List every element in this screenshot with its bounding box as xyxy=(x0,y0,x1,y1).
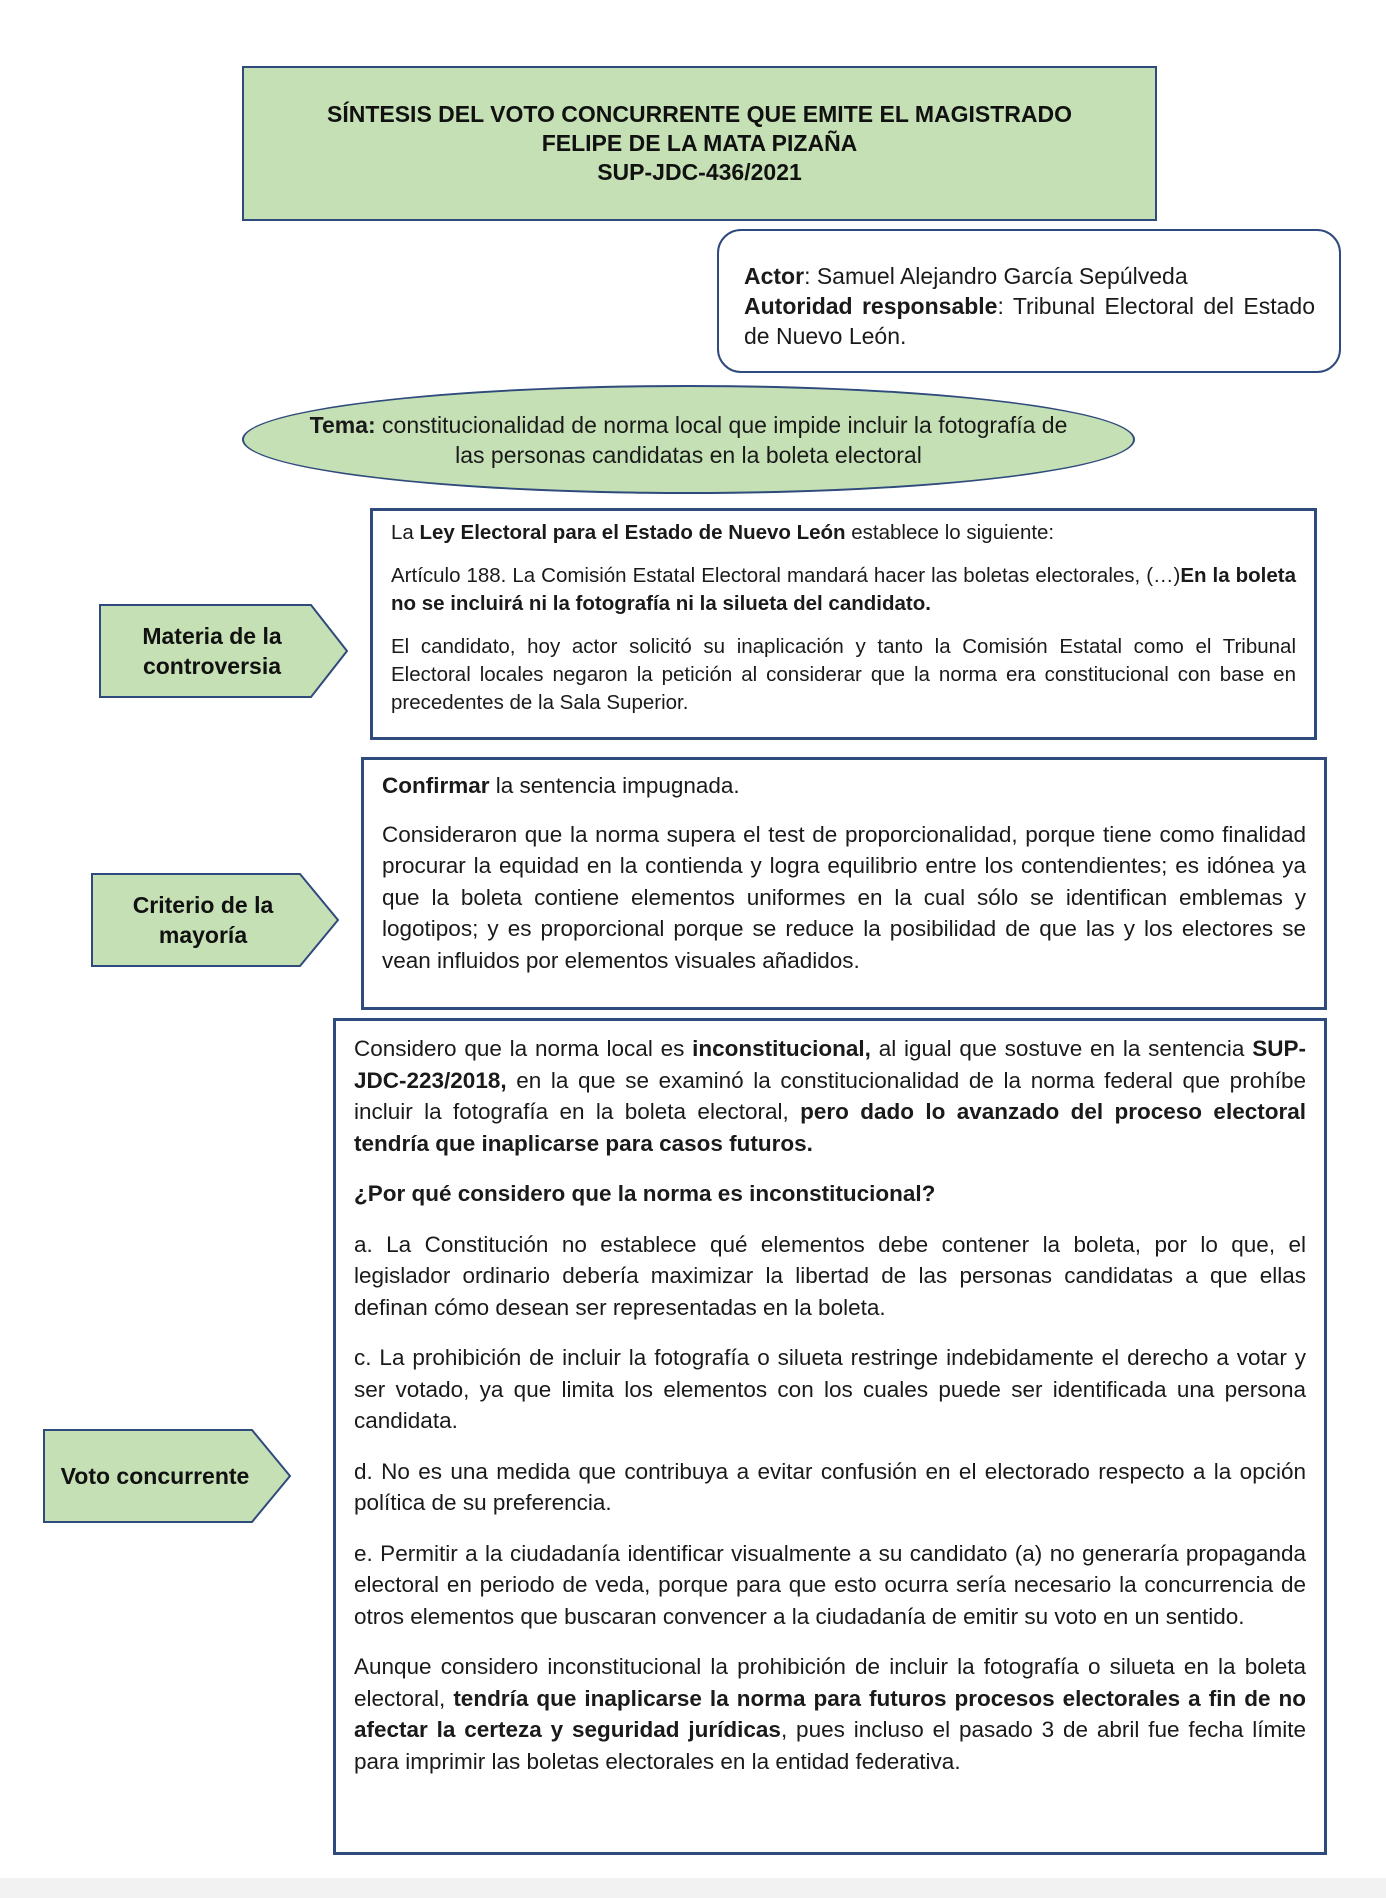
criterio-paragraph-1: Confirmar la sentencia impugnada. xyxy=(382,773,740,798)
label-materia-controversia xyxy=(99,604,349,698)
title-line-2: FELIPE DE LA MATA PIZAÑA xyxy=(541,130,858,156)
label-voto-concurrente xyxy=(43,1429,292,1523)
materia-content-box xyxy=(370,508,1317,740)
voto-item-a: a. La Constitución no establece qué elementos debe contener la boleta, por lo que, el legislador ordinario debería maximizar la libertad de las personas candidatas a que ellas definan cómo desean ser representadas en la boleta. xyxy=(354,1231,1306,1320)
tema-ellipse xyxy=(242,385,1135,494)
label-voto-text: Voto concurrente xyxy=(60,1463,250,1489)
title-line-3: SUP-JDC-436/2021 xyxy=(597,159,802,185)
voto-item-d: d. No es una medida que contribuya a evitar confusión en el electorado respecto a la opción política de su preferencia. xyxy=(354,1458,1306,1515)
authority-value: : Tribunal Electoral del Estado de Nuevo León. xyxy=(744,293,1316,349)
criterio-content-box xyxy=(361,757,1327,1010)
criterio-paragraph-2: Consideraron que la norma supera el test de proporcionalidad, porque tiene como finalidad procurar la equidad en la contienda y logra equilibrio entre los contendientes; es idónea ya que la boleta contiene elementos uniformes en la cual sólo se identifican emblemas y logotipos; y es proporcional porque se reduce la posibilidad de que las y los electores se vean influidos por elementos visuales añadidos. xyxy=(382,821,1306,973)
voto-item-e: e. Permitir a la ciudadanía identificar visualmente a su candidato (a) no generaría propaganda electoral en periodo de veda, porque para que esto ocurra sería necesario la concurrencia de otros elementos que buscaran convencer a la ciudadanía de emitir su voto en un sentido. xyxy=(354,1540,1306,1629)
tema-value: constitucionalidad de norma local que impide incluir la fotografía de las personas candidatas en la boleta electoral xyxy=(375,411,1068,468)
materia-paragraph-2: Artículo 188. La Comisión Estatal Electoral mandará hacer las boletas electorales, (…)En la boleta no se incluirá ni la fotografía ni la silueta del candidato. xyxy=(391,564,1296,615)
tema-label: Tema: xyxy=(309,411,376,438)
voto-paragraph-1: Considero que la norma local es inconstitucional, al igual que sostuve en la sentencia SUP-JDC-223/2018, en la que se examinó la constitucionalidad de la norma federal que prohíbe incluir la fotografía en la boleta electoral, pero dado lo avanzado del proceso electoral tendría que inaplicarse para casos futuros. xyxy=(354,1036,1307,1156)
label-criterio-text: Criterio de la mayoría xyxy=(132,892,274,948)
authority-label: Autoridad responsable xyxy=(744,293,998,319)
voto-last-paragraph: Aunque considero inconstitucional la prohibición de incluir la fotografía o silueta en la boleta electoral, tendría que inaplicarse la norma para futuros procesos electorales a fin de no afectar la certeza y seguridad jurídicas, pues incluso el pasado 3 de abril fue fecha límite para imprimir las boletas electorales en la entidad federativa. xyxy=(354,1654,1306,1774)
actor-value: : Samuel Alejandro García Sepúlveda xyxy=(804,263,1188,289)
voto-item-c: c. La prohibición de incluir la fotografía o silueta restringe indebidamente el derecho a votar y ser votado, ya que limita los elementos con los cuales puede ser identificada una persona candidata. xyxy=(354,1345,1306,1433)
tema-text xyxy=(304,410,1073,470)
voto-content-box xyxy=(333,1018,1327,1855)
actor-label: Actor xyxy=(744,263,805,289)
actor-info-box xyxy=(717,229,1341,373)
materia-paragraph-3: El candidato, hoy actor solicitó su inaplicación y tanto la Comisión Estatal como el Tribunal Electoral locales negaron la petición al considerar que la norma era constitucional con base en precedentes de la Sala Superior. xyxy=(391,635,1296,714)
title-line-1: SÍNTESIS DEL VOTO CONCURRENTE QUE EMITE EL MAGISTRADO xyxy=(326,101,1073,127)
page-bottom-edge xyxy=(0,1878,1386,1898)
label-criterio-mayoria xyxy=(91,873,340,967)
document-title-box xyxy=(242,66,1157,221)
label-materia-text: Materia de la controversia xyxy=(142,623,282,679)
materia-paragraph-1: La Ley Electoral para el Estado de Nuevo León establece lo siguiente: xyxy=(391,521,1055,544)
voto-question: ¿Por qué considero que la norma es inconstitucional? xyxy=(354,1181,936,1206)
